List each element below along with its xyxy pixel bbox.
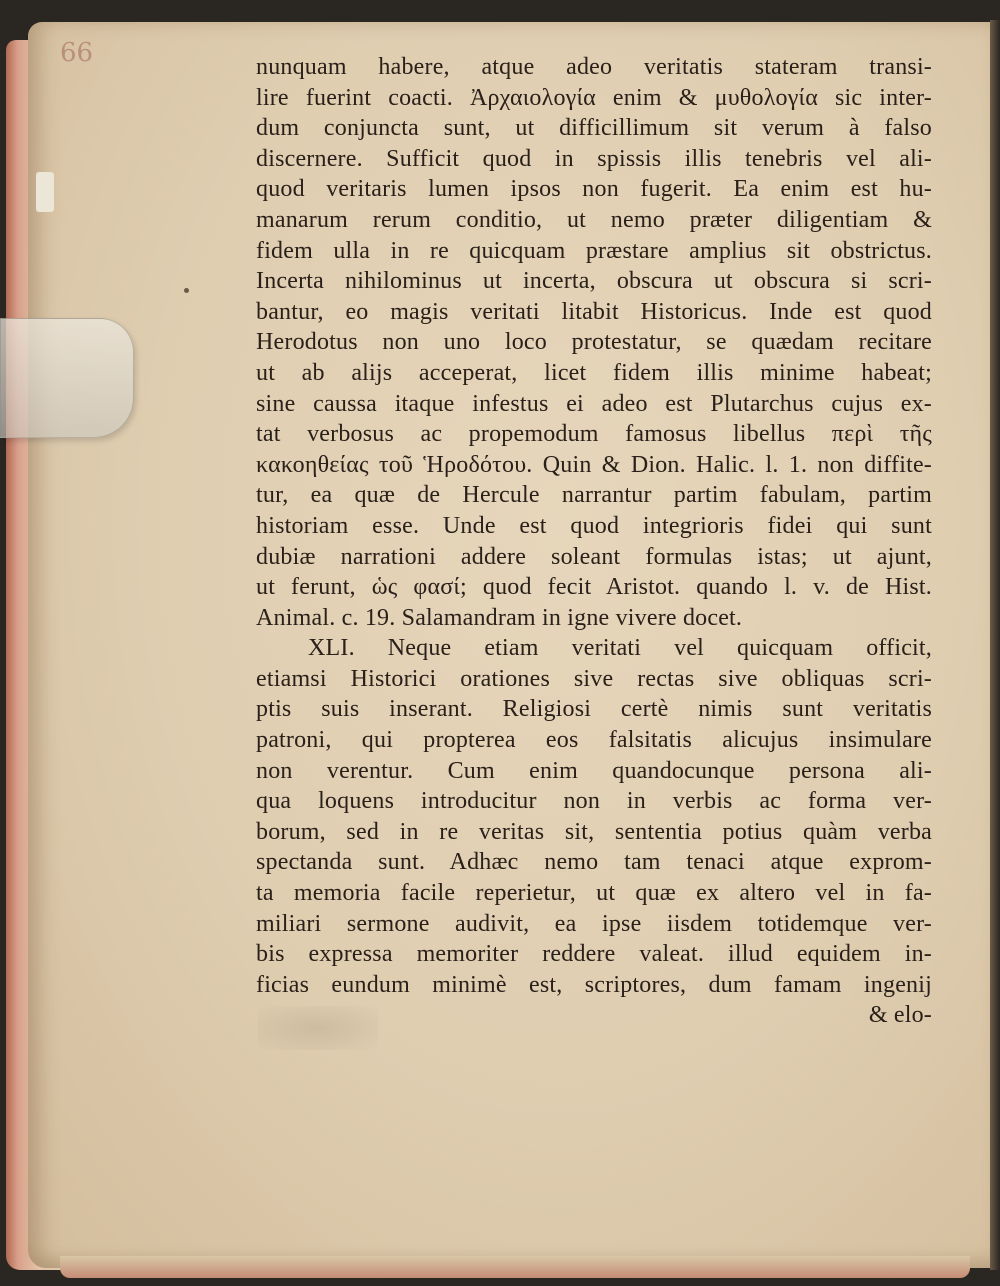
right-shadow xyxy=(990,20,1000,1270)
text-line: etiamsi Historici orationes sive rectas sive obliquas scri- xyxy=(256,665,932,692)
catchword: & elo- xyxy=(868,1002,932,1029)
text-block xyxy=(256,52,932,1031)
section-heading-line: XLI. Neque etiam veritati vel quicquam officit, xyxy=(308,635,932,662)
text-line: Incerta nihilominus ut incerta, obscura ut obscura si scri- xyxy=(256,268,932,295)
text-line: dubiæ narrationi addere soleant formulas istas; ut ajunt, xyxy=(256,543,932,570)
text-line: bantur, eo magis veritati litabit Historicus. Inde est quod xyxy=(256,298,932,325)
text-line: historiam esse. Unde est quod integrioris fidei qui sunt xyxy=(256,512,932,539)
paper-tab xyxy=(36,172,54,212)
text-line: ficias eundum minimè est, scriptores, dum famam ingenij xyxy=(256,971,932,998)
text-line: tur, ea quæ de Hercule narrantur partim fabulam, partim xyxy=(256,482,932,509)
text-line: ptis suis inserant. Religiosi certè nimis sunt veritatis xyxy=(256,696,932,723)
bottom-page-edge xyxy=(60,1256,970,1278)
text-line: lire fuerint coacti. Ἀρχαιολογία enim & μυθολογία sic inter- xyxy=(256,84,932,111)
page-number: 66 xyxy=(60,38,94,68)
text-line: fidem ulla in re quicquam præstare amplius sit obstrictus. xyxy=(256,237,932,264)
text-line: non verentur. Cum enim quandocunque persona ali- xyxy=(256,757,932,784)
text-line: quod veritaris lumen ipsos non fugerit. Ea enim est hu- xyxy=(256,176,932,203)
text-line: ta memoria facile reperietur, ut quæ ex altero vel in fa- xyxy=(256,880,932,907)
ink-spot xyxy=(184,288,189,293)
text-line: borum, sed in re veritas sit, sententia potius quàm verba xyxy=(256,818,932,845)
text-line: ut ferunt, ὡς φασί; quod fecit Aristot. quando l. v. de Hist. xyxy=(256,574,932,601)
text-line: ut ab alijs acceperat, licet fidem illis minime habeat; xyxy=(256,359,932,386)
text-line: bis expressa memoriter reddere valeat. illud equidem in- xyxy=(256,941,932,968)
text-line: spectanda sunt. Adhæc nemo tam tenaci atque exprom- xyxy=(256,849,932,876)
text-line: manarum rerum conditio, ut nemo præter diligentiam & xyxy=(256,206,932,233)
text-line: tat verbosus ac propemodum famosus libellus περὶ τῆς xyxy=(256,421,932,448)
text-line: Herodotus non uno loco protestatur, se quædam recitare xyxy=(256,329,932,356)
text-line: sine caussa itaque infestus ei adeo est Plutarchus cujus ex- xyxy=(256,390,932,417)
text-line: nunquam habere, atque adeo veritatis stateram transi- xyxy=(256,54,932,80)
text-line: κακοηθείας τοῦ Ἡροδότου. Quin & Dion. Halic. l. 1. non diffite- xyxy=(256,451,932,478)
text-line: patroni, qui propterea eos falsitatis alicujus insimulare xyxy=(256,727,932,754)
text-line: dum conjuncta sunt, ut difficillimum sit verum à falso xyxy=(256,115,932,142)
text-line: qua loquens introducitur non in verbis ac forma ver- xyxy=(256,788,932,815)
text-line: Animal. c. 19. Salamandram in igne vivere docet. xyxy=(256,604,743,631)
text-line: discernere. Sufficit quod in spissis illis tenebris vel ali- xyxy=(256,145,932,172)
bookmark-clip xyxy=(0,318,134,438)
text-line: miliari sermone audivit, ea ipse iisdem totidemque ver- xyxy=(256,910,932,937)
